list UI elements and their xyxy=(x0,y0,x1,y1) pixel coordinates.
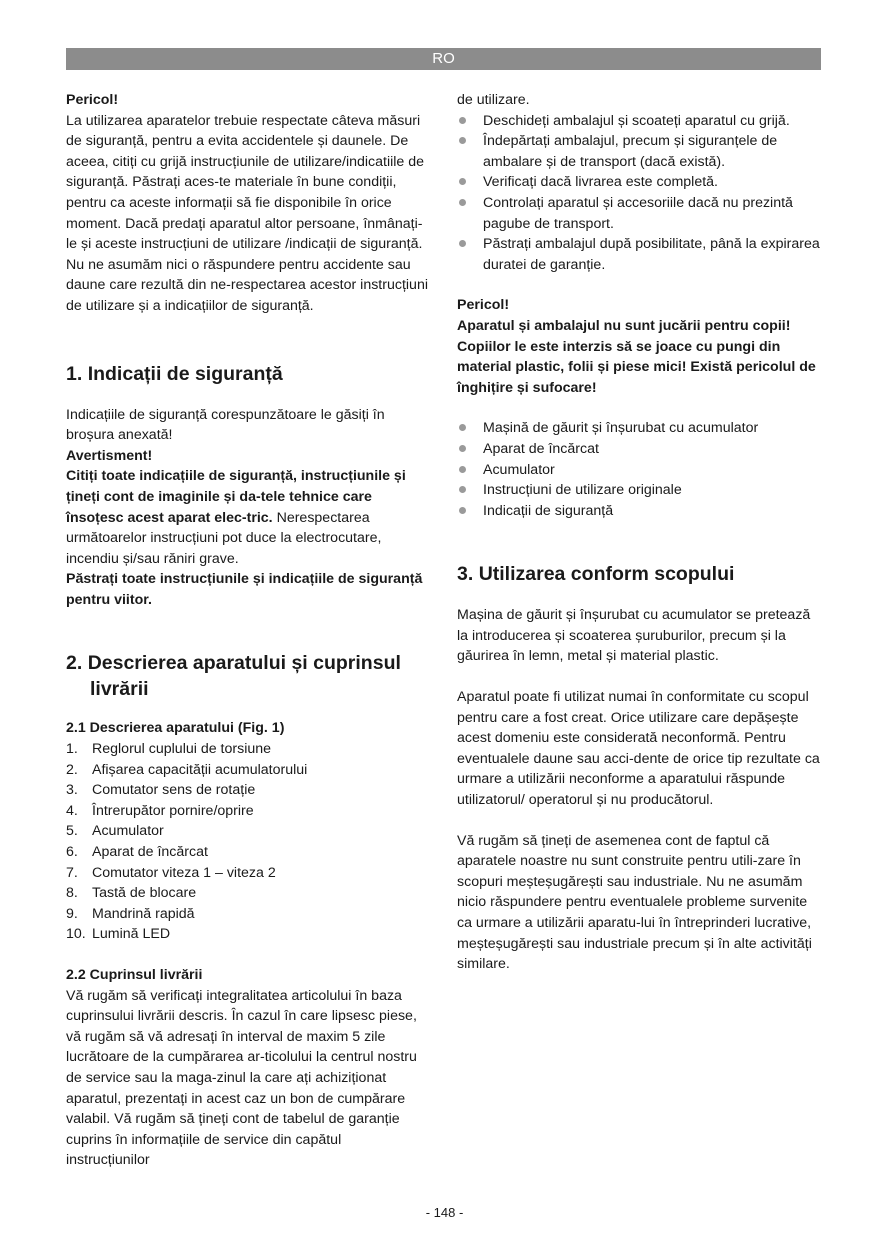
section-3-heading xyxy=(457,561,822,587)
section-1-heading xyxy=(66,361,428,387)
section-3-number: 3. xyxy=(457,563,474,586)
section-2-2-title: 2.2 Cuprinsul livrării xyxy=(66,967,203,983)
warning-bold-text: Citiți toate indicațiile de siguranță, instrucțiunile și țineți cont de imaginile și da-tele tehnice care însoțesc acest aparat elec-tric. xyxy=(66,468,406,526)
intro-paragraph: La utilizarea aparatelor trebuie respectate câteva măsuri de siguranță, pentru a evita accidentele și daunele. De aceea, citiți cu grijă instrucțiunile de utilizare/indicatiile de siguranță. Păstrați aces-te materiale în bune condiții, pentru ca aceste informații să fie disponibile în orice moment. Dacă predați aparatul altor persoane, înmânați-le și aceste instrucțiuni de utilizare /indicații de siguranță. Nu ne asumăm nici o răspundere pentru accidente sau daune care rezultă din ne-respectarea acestor instrucțiuni de utilizare și a indicațiilor de siguranță. xyxy=(66,112,428,314)
list-item: Aparat de încărcat xyxy=(457,439,822,460)
list-item: Îndepărtați ambalajul, precum și siguranțele de ambalare și de transport (dacă există). xyxy=(457,131,822,172)
section-1-intro: Indicațiile de siguranță corespunzătoare le găsiți în broșura anexată! xyxy=(66,406,385,444)
intro-danger-title: Pericol! xyxy=(66,92,119,108)
list-item: Acumulator xyxy=(457,460,822,481)
section-2-title-line2: livrării xyxy=(90,678,149,701)
language-header-bar xyxy=(66,48,821,70)
section-1-title: Indicații de siguranță xyxy=(87,362,283,385)
continued-text: de utilizare. xyxy=(457,92,530,108)
list-item: Deschideți ambalajul și scoateți aparatul cu grijă. xyxy=(457,111,822,132)
section-2-title-line1: Descrierea aparatului și cuprinsul xyxy=(87,652,401,675)
delivery-items-list xyxy=(457,418,822,521)
list-item: 3. Comutator sens de rotație xyxy=(66,782,256,799)
section-2-heading xyxy=(66,650,428,702)
list-item: 1. Reglorul cuplului de torsiune xyxy=(66,741,272,758)
warning-label: Avertisment! xyxy=(66,447,153,464)
right-column xyxy=(457,90,822,975)
keep-instructions-note: Păstrați toate instrucțiunile și indicațiile de siguranță pentru viitor. xyxy=(66,571,423,608)
unpacking-steps-list xyxy=(457,111,822,276)
list-item: 7. Comutator viteza 1 – viteza 2 xyxy=(66,864,276,881)
list-item: 6. Aparat de încărcat xyxy=(66,844,208,861)
intended-use-paragraph-1: Mașina de găurit și înșurubat cu acumulator se pretează la introducerea și scoaterea șuruburilor, precum și la găurirea în lemn, metal și material plastic. xyxy=(457,607,811,665)
device-parts-list xyxy=(66,739,428,945)
list-item: 10. Lumină LED xyxy=(66,926,171,943)
warning-paragraph xyxy=(66,466,428,569)
list-item: 2. Afișarea capacității acumulatorului xyxy=(66,761,308,778)
language-code: RO xyxy=(432,50,455,67)
section-3-title: Utilizarea conform scopului xyxy=(478,563,735,586)
list-item: Păstrați ambalajul după posibilitate, până la expirarea duratei de garanție. xyxy=(457,234,822,275)
list-item: Controlați aparatul și accesoriile dacă nu prezintă pagube de transport. xyxy=(457,193,822,234)
delivery-contents-paragraph: Vă rugăm să verificați integralitatea articolului în baza cuprinsului livrării descris. În cazul în care lipsesc piese, vă rugăm să vă adresați în interval de maxim 5 zile lucrătoare de la cumpărarea ar-ticolului la centrul nostru de service sau la maga-zinul la care ați achiziționat aparatul, prezentați in acest caz un bon de cumpărare valabil. Vă rugăm să țineți cont de tabelul de garanție cuprins în informațiile de service din capătul instrucțiunilor xyxy=(66,987,417,1169)
list-item: 9. Mandrină rapidă xyxy=(66,905,195,922)
left-column xyxy=(66,90,428,1171)
intended-use-paragraph-3: Vă rugăm să țineți de asemenea cont de faptul că aparatele noastre nu sunt construite pentru utili-zare în scopuri meșteșugărești sau industriale. Nu ne asumăm nicio răspundere pentru eventualele probleme survenite ca urmare a utilizării aparatu-lui în întreprinderi lucrative, meșteșugărești sau industriale precum și în alte activități similare. xyxy=(457,832,812,973)
list-item: Verificați dacă livrarea este completă. xyxy=(457,172,822,193)
packaging-danger-text: Aparatul și ambalajul nu sunt jucării pentru copii! Copiilor le este interzis să se joace cu pungi din material plastic, folii și piese mici! Există pericolul de înghițire și sufocare! xyxy=(457,317,816,396)
section-2-1-title: 2.1 Descrierea aparatului (Fig. 1) xyxy=(66,720,285,737)
list-item: 8. Tastă de blocare xyxy=(66,885,197,902)
list-item: 4. Întrerupător pornire/oprire xyxy=(66,802,254,819)
section-2-number: 2. xyxy=(66,652,83,675)
list-item: Mașină de găurit și înșurubat cu acumulator xyxy=(457,418,822,439)
intended-use-paragraph-2: Aparatul poate fi utilizat numai în conformitate cu scopul pentru care a fost creat. Orice utilizare care depășește acest domeniu este considerată neconformă. Pentru eventualele daune sau acci-dente de orice tip rezultate ca urmare a utilizării neconforme a aparatului răspunde utilizatorul/ operatorul și nu producătorul. xyxy=(457,689,820,809)
list-item: Indicații de siguranță xyxy=(457,501,822,522)
list-item: Instrucțiuni de utilizare originale xyxy=(457,480,822,501)
page-number: - 148 - xyxy=(425,1205,464,1220)
warning-rest-text: Nerespectarea următoarelor instrucțiuni pot duce la electrocutare, incendiu și/sau răniri grave. xyxy=(66,509,382,567)
packaging-danger-title: Pericol! xyxy=(457,297,510,314)
section-1-number: 1. xyxy=(66,362,83,385)
list-item: 5. Acumulator xyxy=(66,823,164,840)
